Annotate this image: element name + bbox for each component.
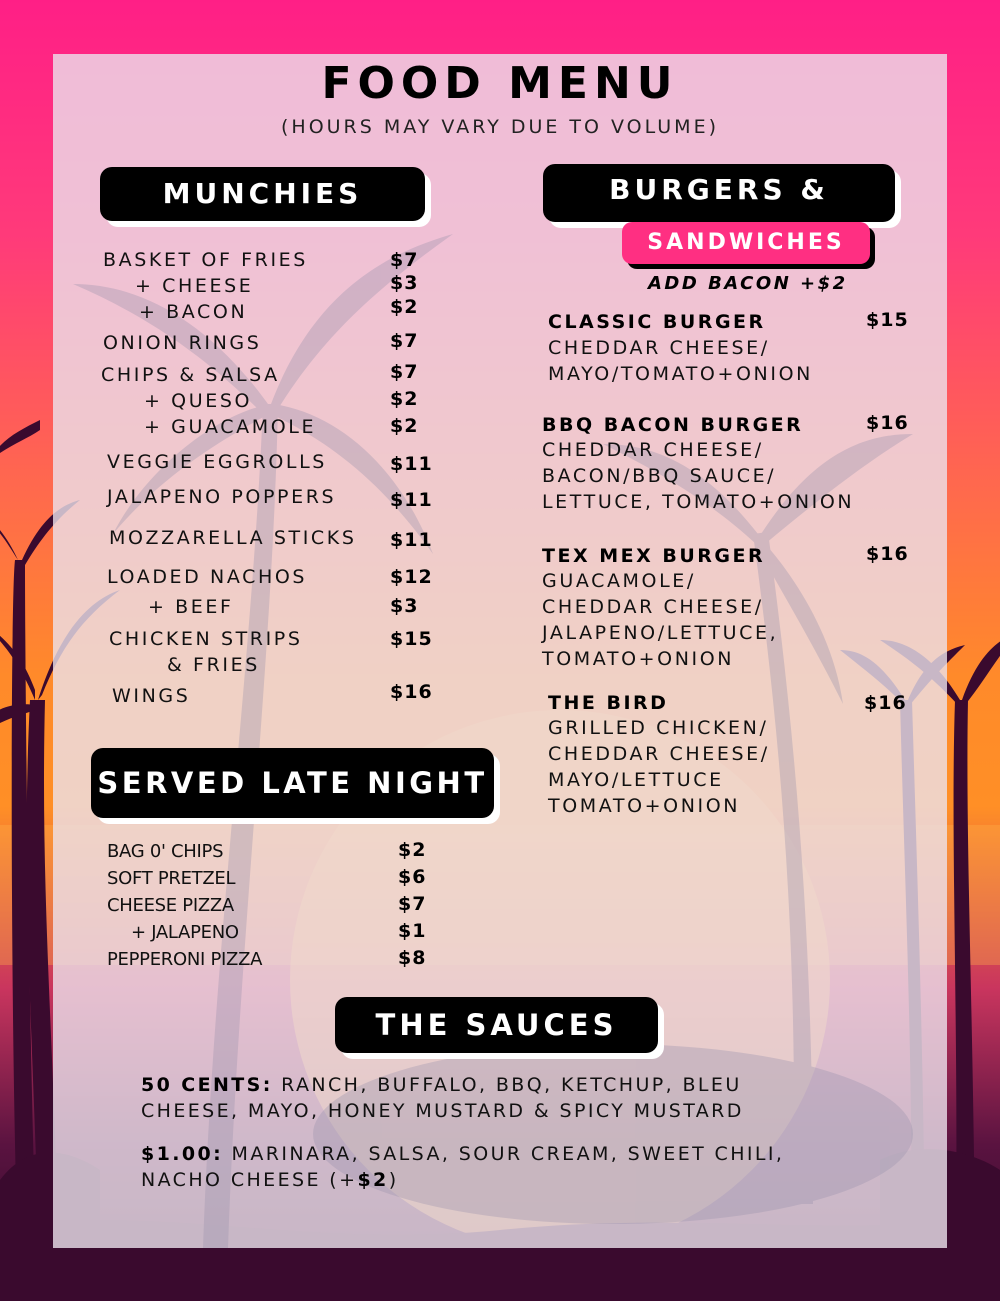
burgers-heading: BURGERS &	[543, 164, 895, 222]
menu-item-name: JALAPENO POPPERS	[107, 486, 337, 508]
late-night-heading: SERVED LATE NIGHT	[91, 748, 494, 818]
burger-desc-line: CHEDDAR CHEESE/	[542, 439, 764, 461]
menu-item-price: $7	[390, 249, 419, 271]
burger-desc-line: TOMATO+ONION	[542, 648, 735, 670]
page-subtitle: (HOURS MAY VARY DUE TO VOLUME)	[281, 116, 719, 138]
menu-item-name: + JALAPENO	[131, 922, 239, 943]
page-title: FOOD MENU	[321, 58, 679, 109]
sauce-tier-items: RANCH, BUFFALO, BBQ, KETCHUP, BLEU	[272, 1074, 742, 1096]
menu-item-price: $3	[390, 595, 419, 617]
menu-item-price: $3	[390, 272, 419, 294]
sandwiches-subheading: SANDWICHES	[622, 222, 870, 264]
menu-item-name: CHIPS & SALSA	[101, 364, 280, 386]
menu-item-name: CHICKEN STRIPS	[109, 628, 303, 650]
burger-price: $16	[864, 692, 907, 714]
sauce-extra-price: $2	[357, 1169, 389, 1191]
menu-item-name: + QUESO	[144, 390, 253, 412]
burger-name: THE BIRD	[548, 692, 669, 714]
sauce-tier-label: 50 CENTS:	[141, 1074, 273, 1096]
burger-desc-line: MAYO/LETTUCE	[548, 769, 724, 791]
menu-item-price: $2	[390, 415, 419, 437]
menu-item-price: $6	[398, 866, 427, 888]
menu-item-name-cont: & FRIES	[167, 654, 260, 676]
menu-item-price: $1	[398, 920, 427, 942]
menu-item-name: + CHEESE	[135, 275, 254, 297]
sauce-tier-50-cents	[141, 1072, 742, 1098]
menu-item-price: $7	[390, 330, 419, 352]
burger-price: $16	[866, 543, 909, 565]
sauces-heading: THE SAUCES	[335, 997, 658, 1053]
sauce-tier-1-dollar	[141, 1141, 784, 1167]
menu-item-price: $12	[390, 566, 433, 588]
burger-desc-line: GRILLED CHICKEN/	[548, 717, 769, 739]
menu-item-price: $7	[398, 893, 427, 915]
burger-name: TEX MEX BURGER	[542, 545, 766, 567]
menu-item-price: $11	[390, 489, 433, 511]
menu-item-price: $7	[390, 361, 419, 383]
menu-item-name: LOADED NACHOS	[107, 566, 308, 588]
menu-item-price: $11	[390, 529, 433, 551]
menu-item-price: $16	[390, 681, 433, 703]
menu-item-price: $15	[390, 628, 433, 650]
burger-desc-line: TOMATO+ONION	[548, 795, 741, 817]
menu-item-name: + GUACAMOLE	[144, 416, 317, 438]
sauce-tier-items: MARINARA, SALSA, SOUR CREAM, SWEET CHILI,	[223, 1143, 785, 1165]
burger-desc-line: JALAPENO/LETTUCE,	[542, 622, 779, 644]
sauce-text: NACHO CHEESE (+	[141, 1169, 358, 1191]
menu-item-price: $11	[390, 453, 433, 475]
burger-desc-line: BACON/BBQ SAUCE/	[542, 465, 777, 487]
burger-desc-line: CHEDDAR CHEESE/	[548, 743, 770, 765]
burger-desc-line: CHEDDAR CHEESE/	[542, 596, 764, 618]
menu-item-price: $2	[390, 388, 419, 410]
menu-item-name: BASKET OF FRIES	[103, 249, 308, 271]
burger-price: $16	[866, 412, 909, 434]
sauce-tier-items-cont	[141, 1167, 399, 1193]
burger-desc-line: MAYO/TOMATO+ONION	[548, 363, 813, 385]
sauce-tier-items-cont: CHEESE, MAYO, HONEY MUSTARD & SPICY MUSTARD	[141, 1100, 744, 1122]
menu-item-name: + BEEF	[148, 596, 234, 618]
burger-name: CLASSIC BURGER	[548, 311, 766, 333]
menu-item-name: + BACON	[139, 301, 248, 323]
menu-item-name: MOZZARELLA STICKS	[109, 527, 357, 549]
add-bacon-note: ADD BACON +$2	[648, 273, 848, 294]
munchies-heading: MUNCHIES	[100, 167, 425, 221]
menu-item-name: SOFT PRETZEL	[107, 868, 236, 889]
menu-item-name: ONION RINGS	[103, 332, 262, 354]
burger-desc-line: GUACAMOLE/	[542, 570, 696, 592]
menu-item-price: $2	[390, 296, 419, 318]
burger-name: BBQ BACON BURGER	[542, 414, 804, 436]
menu-item-name: VEGGIE EGGROLLS	[107, 451, 327, 473]
burger-desc-line: LETTUCE, TOMATO+ONION	[542, 491, 855, 513]
burger-price: $15	[866, 309, 909, 331]
menu-item-price: $2	[398, 839, 427, 861]
burger-desc-line: CHEDDAR CHEESE/	[548, 337, 770, 359]
menu-item-name: BAG 0' CHIPS	[107, 841, 224, 862]
sauce-text: )	[388, 1169, 399, 1191]
menu-item-name: CHEESE PIZZA	[107, 895, 234, 916]
menu-item-name: PEPPERONI PIZZA	[107, 949, 263, 970]
menu-item-name: WINGS	[112, 685, 191, 707]
menu-item-price: $8	[398, 947, 427, 969]
sauce-tier-label: $1.00:	[141, 1143, 224, 1165]
